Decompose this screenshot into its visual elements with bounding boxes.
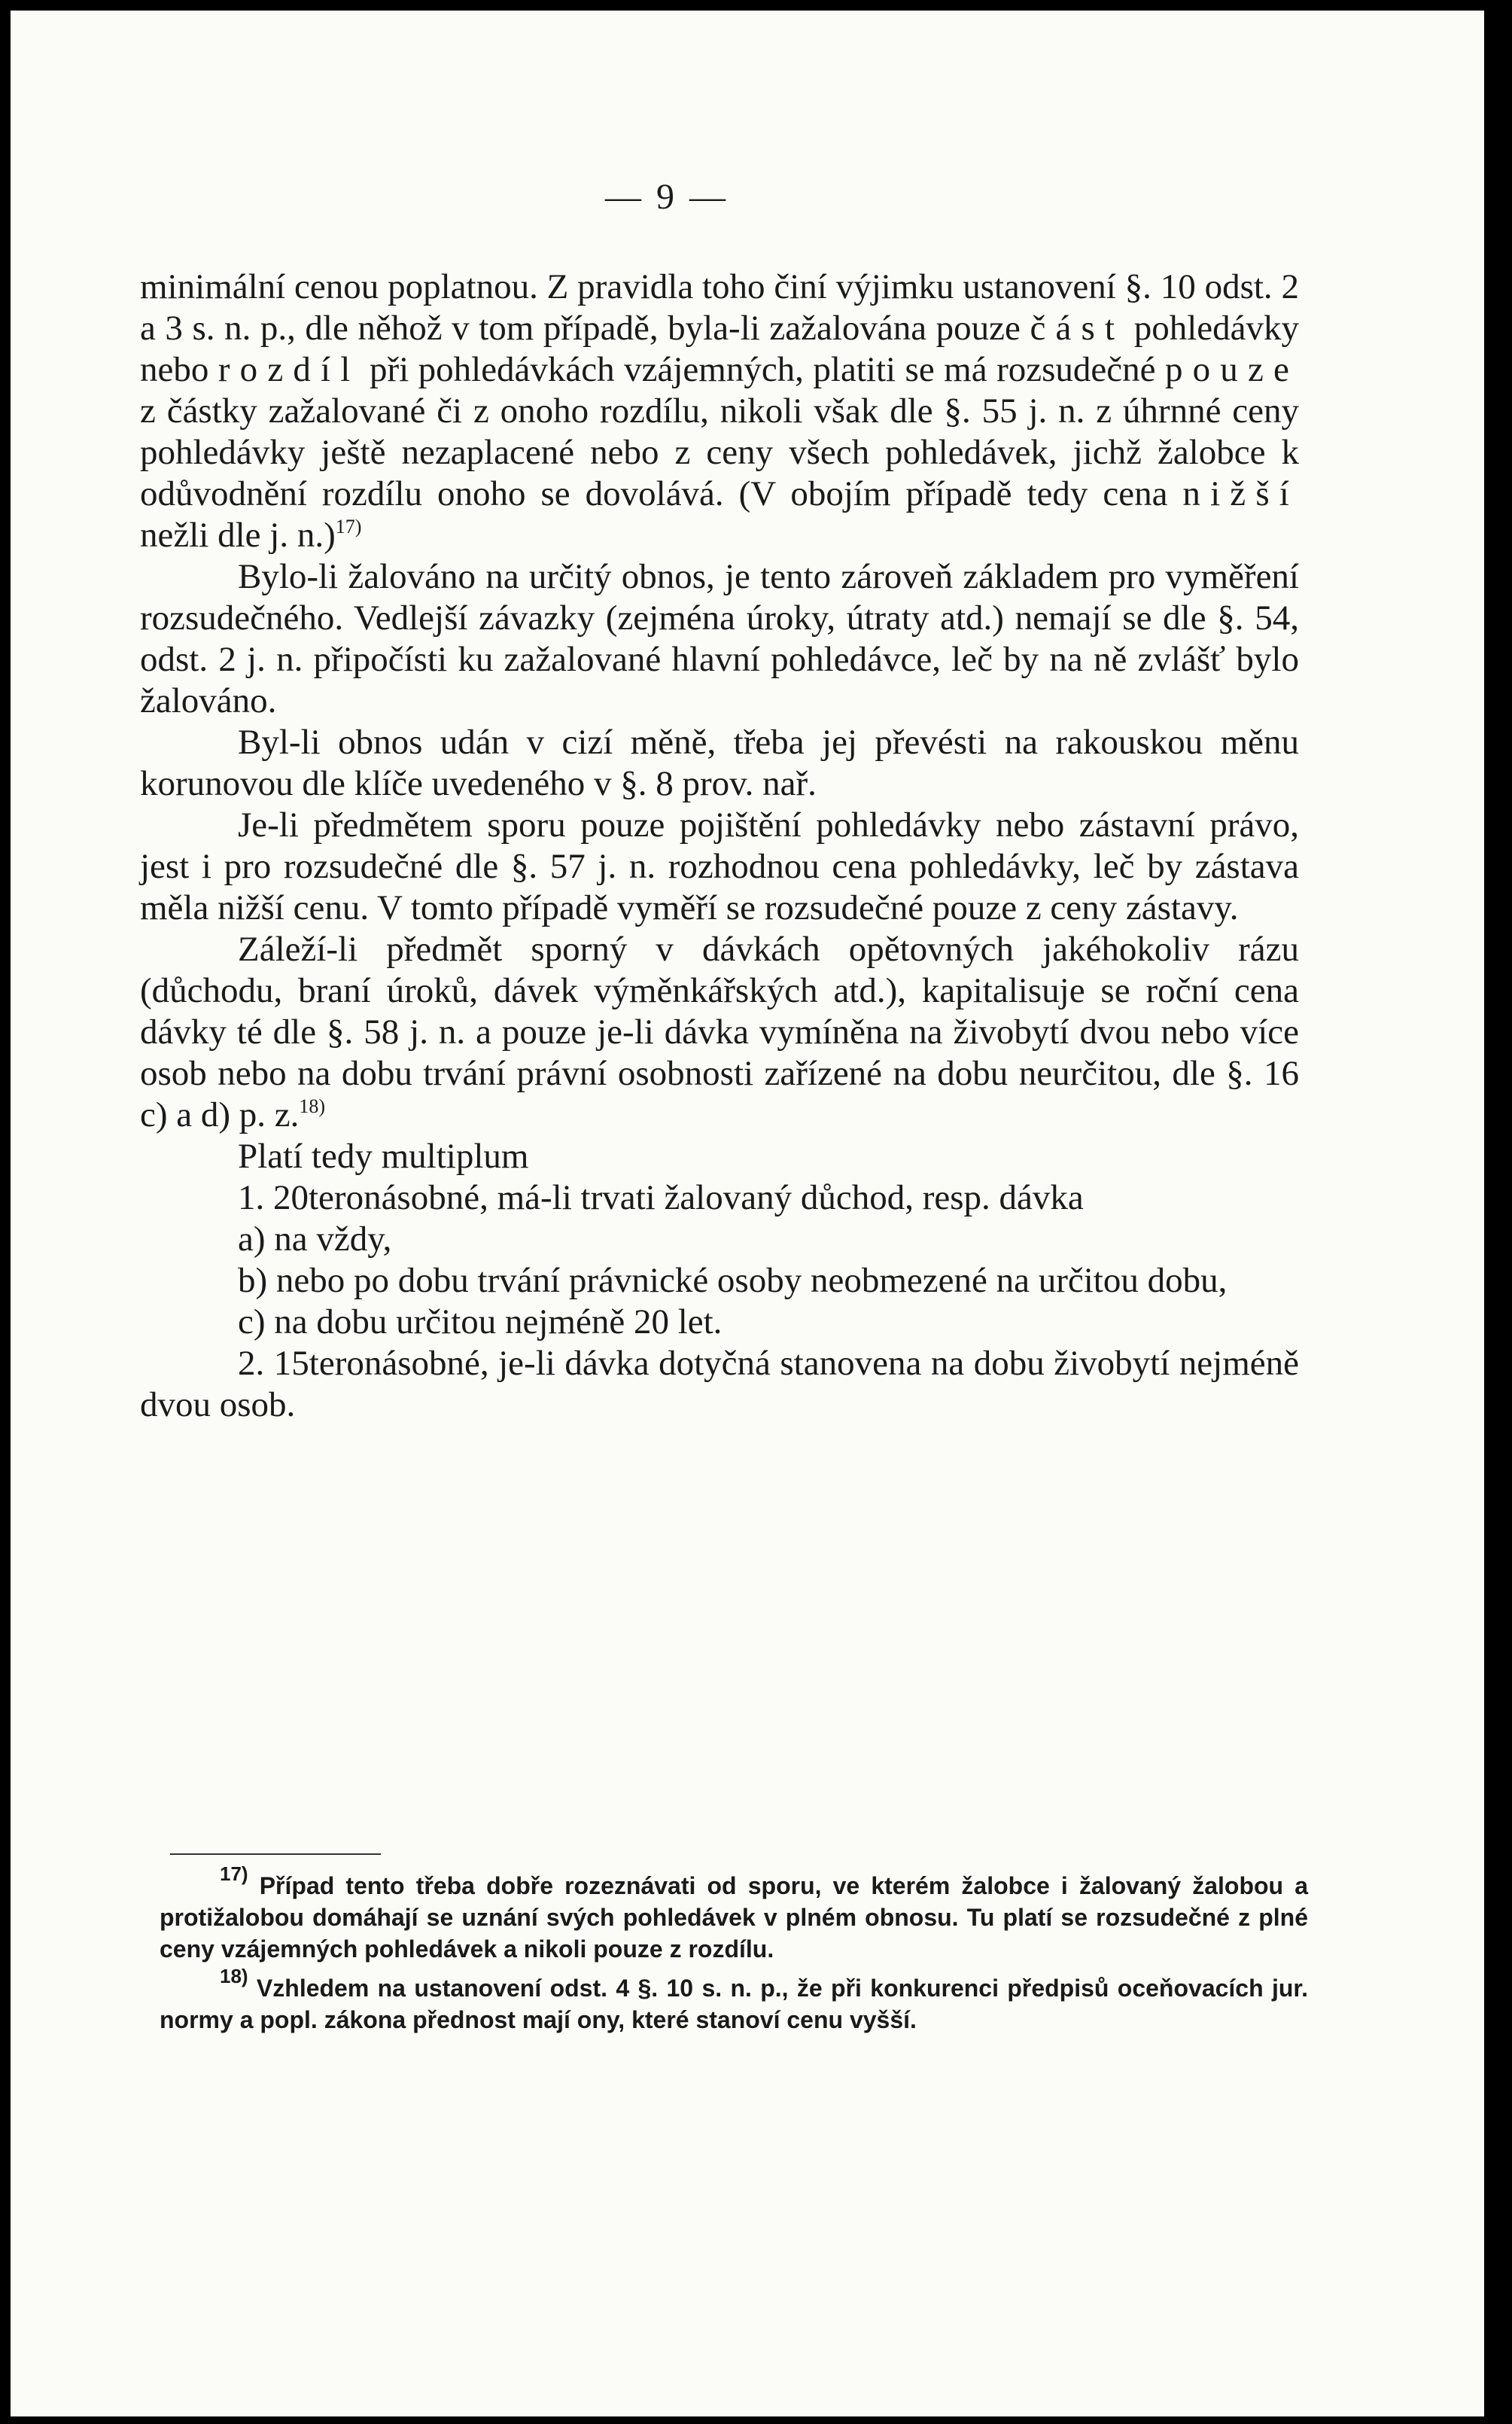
emphasized-word: nižší: [1182, 474, 1299, 513]
footnotes: [160, 1862, 1309, 2043]
document-page: [11, 11, 1484, 2416]
body-text: [140, 266, 1299, 1426]
footnote-mark: 18): [220, 1965, 248, 1987]
emphasized-word: část: [1030, 309, 1125, 348]
footnote-mark: 17): [220, 1862, 248, 1885]
list-item: b) nebo po dobu trvání právnické osoby neobmezené na určitou dobu,: [238, 1261, 1228, 1300]
paragraph: Platí tedy multiplum: [238, 1137, 529, 1176]
emphasized-word: pouze: [1164, 350, 1299, 389]
paragraph: Bylo-li žalováno na určitý obnos, je tento zároveň základem pro vyměření rozsudečného. Vedlejší závazky (zejména úroky, útraty atd.) nemají se dle §. 54, odst. 2 j. n. připočísti ku zažalované hlavní pohledávce, leč by na ně zvlášť bylo žalováno.: [140, 557, 1299, 720]
footnote-text: Případ tento třeba dobře rozeznávati od sporu, ve kterém žalobce i žalovaný žalobou a protižalobou domáhají se uznání svých pohledávek v plném obnosu. Tu platí se rozsudečné z plné ceny vzájemných pohledávek a nikoli pouze z rozdílu.: [160, 1872, 1309, 1963]
footnote: [160, 1862, 1309, 1965]
list-item: c) na dobu určitou nejméně 20 let.: [238, 1302, 723, 1341]
paragraph: [140, 266, 1299, 556]
footnote-divider: [170, 1853, 381, 1855]
footnote-reference: 18): [299, 1095, 326, 1117]
footnote-reference: 17): [335, 516, 362, 537]
footnote: [160, 1965, 1309, 2036]
paragraph: Byl-li obnos udán v cizí měně, třeba jej převésti na rakouskou měnu korunovou dle klíče uvedeného v §. 8 prov. nař.: [140, 723, 1299, 803]
paragraph-text: Záleží-li předmět sporný v dávkách opětovných jakéhokoliv rázu (důchodu, braní úroků, dávek výměnkářských atd.), kapitalisuje se roční cena dávky té dle §. 58 j. n. a pouze je-li dávka vymíněna na živobytí dvou nebo více osob nebo na dobu trvání právní osobnosti zařízené na dobu neurčitou, dle §. 16 c) a d) p. z.: [140, 930, 1299, 1134]
list-item: 2. 15teronásobné, je-li dávka dotyčná stanovena na dobu živobytí nejméně dvou osob.: [140, 1344, 1299, 1424]
paragraph: Je-li předmětem sporu pouze pojištění pohledávky nebo zástavní právo, jest i pro rozsudečné dle §. 57 j. n. rozhodnou cena pohledávky, leč by zástava měla nižší cenu. V tomto případě vyměří se rozsudečné pouze z ceny zástavy.: [140, 805, 1299, 927]
paragraph-text: minimální cenou poplatnou. Z pravidla toho činí výjimku ustanovení §. 10 odst. 2 a 3 s. n. p., dle něhož v tom případě, byla-li zažalována pouze část pohledávky nebo rozdíl při pohledávkách vzájemných, platiti se má rozsudečné pouze z částky zažalované či z onoho rozdílu, nikoli však dle §. 55 j. n. z úhrnné ceny pohledávky ještě nezaplacené nebo z ceny všech pohledávek, jichž žalobce k odůvodnění rozdílu onoho se dovolává. (V obojím případě tedy cena nižší nežli dle j. n.): [140, 267, 1299, 555]
paragraph: [140, 929, 1299, 1136]
emphasized-word: rozdíl: [218, 350, 361, 389]
page-number: — 9 —: [605, 177, 729, 217]
footnote-text: Vzhledem na ustanovení odst. 4 §. 10 s. n. p., že při konkurenci předpisů oceňovacích jur. normy a popl. zákona přednost mají ony, které stanoví cenu vyšší.: [160, 1975, 1309, 2033]
list-item: a) na vždy,: [238, 1220, 392, 1259]
list-item: 1. 20teronásobné, má-li trvati žalovaný důchod, resp. dávka: [238, 1178, 1084, 1217]
